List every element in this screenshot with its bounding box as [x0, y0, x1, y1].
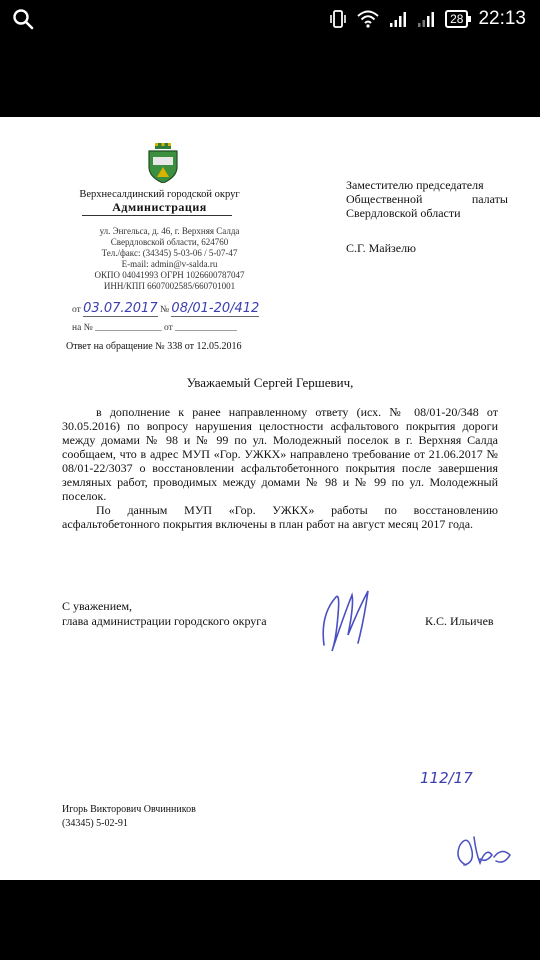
address-line: ОКПО 04041993 ОГРН 1026600787047 — [94, 270, 245, 280]
addressee-line: Свердловской области — [346, 206, 461, 220]
org-name: Верхнесалдинский городской округ — [79, 189, 240, 200]
executor-name: Игорь Викторович Овчинников — [62, 804, 196, 815]
addressee-block — [346, 178, 508, 220]
battery-icon: 28 — [445, 10, 468, 28]
reference-number: на № ______________ от _____________ — [72, 323, 237, 333]
search-icon[interactable] — [12, 8, 34, 30]
bottom-bar — [0, 880, 540, 960]
paragraph: в дополнение к ранее направленному ответу (исх. № 08/01-20/348 от 30.05.2016) по вопросу нарушения целостности асфальтового покрытия дороги между домами № 98 и № 99 по ул. Молодежный поселок в г. Верхняя Салда сообщаем, что в адрес МУП «Гор. УЖКХ» направлено требование от 21.06.2017 № 08/01-22/3037 о восстановлении асфальтобетонного покрытия после завершения земляных работ, проводимых между домами № 98 и № 99 по ул. Молодежный поселок. — [62, 405, 498, 503]
reply-reference: Ответ на обращение № 338 от 12.05.2016 — [66, 341, 242, 352]
clock: 22:13 — [478, 8, 526, 29]
addressee-line: Заместителю председателя — [346, 178, 484, 192]
org-address — [72, 226, 267, 292]
executor-phone: (34345) 5-02-91 — [62, 818, 128, 829]
label-ref-no: на № — [72, 323, 93, 333]
label-no: № — [159, 305, 170, 315]
address-line: Тел./факс: (34345) 5-03-06 / 5-07-47 — [101, 248, 238, 258]
outgoing-number — [72, 301, 259, 316]
executor-info — [62, 803, 196, 831]
wifi-icon — [357, 10, 379, 28]
letter-page — [0, 117, 540, 880]
closing-line: глава администрации городского округа — [62, 614, 267, 628]
address-line: ИНН/КПП 6607002585/660701001 — [103, 281, 236, 291]
address-line: Свердловской области, 624760 — [110, 237, 229, 247]
signature — [318, 585, 380, 655]
signal-icon — [389, 10, 407, 28]
status-bar — [0, 0, 540, 38]
outgoing-reg-number: 08/01-20/412 — [171, 301, 260, 316]
org-administration: Администрация — [112, 200, 207, 214]
handwritten-initials — [452, 829, 514, 869]
greeting: Уважаемый Сергей Гершевич, — [186, 375, 354, 390]
closing — [62, 599, 267, 629]
handwritten-note: 112/17 — [420, 769, 473, 787]
addressee-line: Общественной палаты — [346, 192, 508, 206]
coat-of-arms-icon — [146, 143, 180, 183]
address-line: E-mail: admin@v-salda.ru — [121, 259, 218, 269]
closing-line: С уважением, — [62, 599, 133, 613]
signal-icon-sim2 — [417, 10, 435, 28]
divider — [82, 215, 232, 216]
letter-body — [62, 405, 498, 531]
signer-name: К.С. Ильичев — [425, 614, 494, 628]
addressee-name: С.Г. Майзелю — [346, 241, 417, 255]
label-from: от — [72, 305, 81, 315]
outgoing-date: 03.07.2017 — [83, 301, 158, 316]
organization-header — [62, 189, 257, 213]
address-line: ул. Энгельса, д. 46, г. Верхняя Салда — [99, 226, 240, 236]
label-ref-from: от — [164, 323, 173, 333]
vibrate-icon — [329, 9, 347, 29]
paragraph: По данным МУП «Гор. УЖКХ» работы по восстановлению асфальтобетонного покрытия включены в план работ на август месяц 2017 года. — [62, 503, 498, 531]
